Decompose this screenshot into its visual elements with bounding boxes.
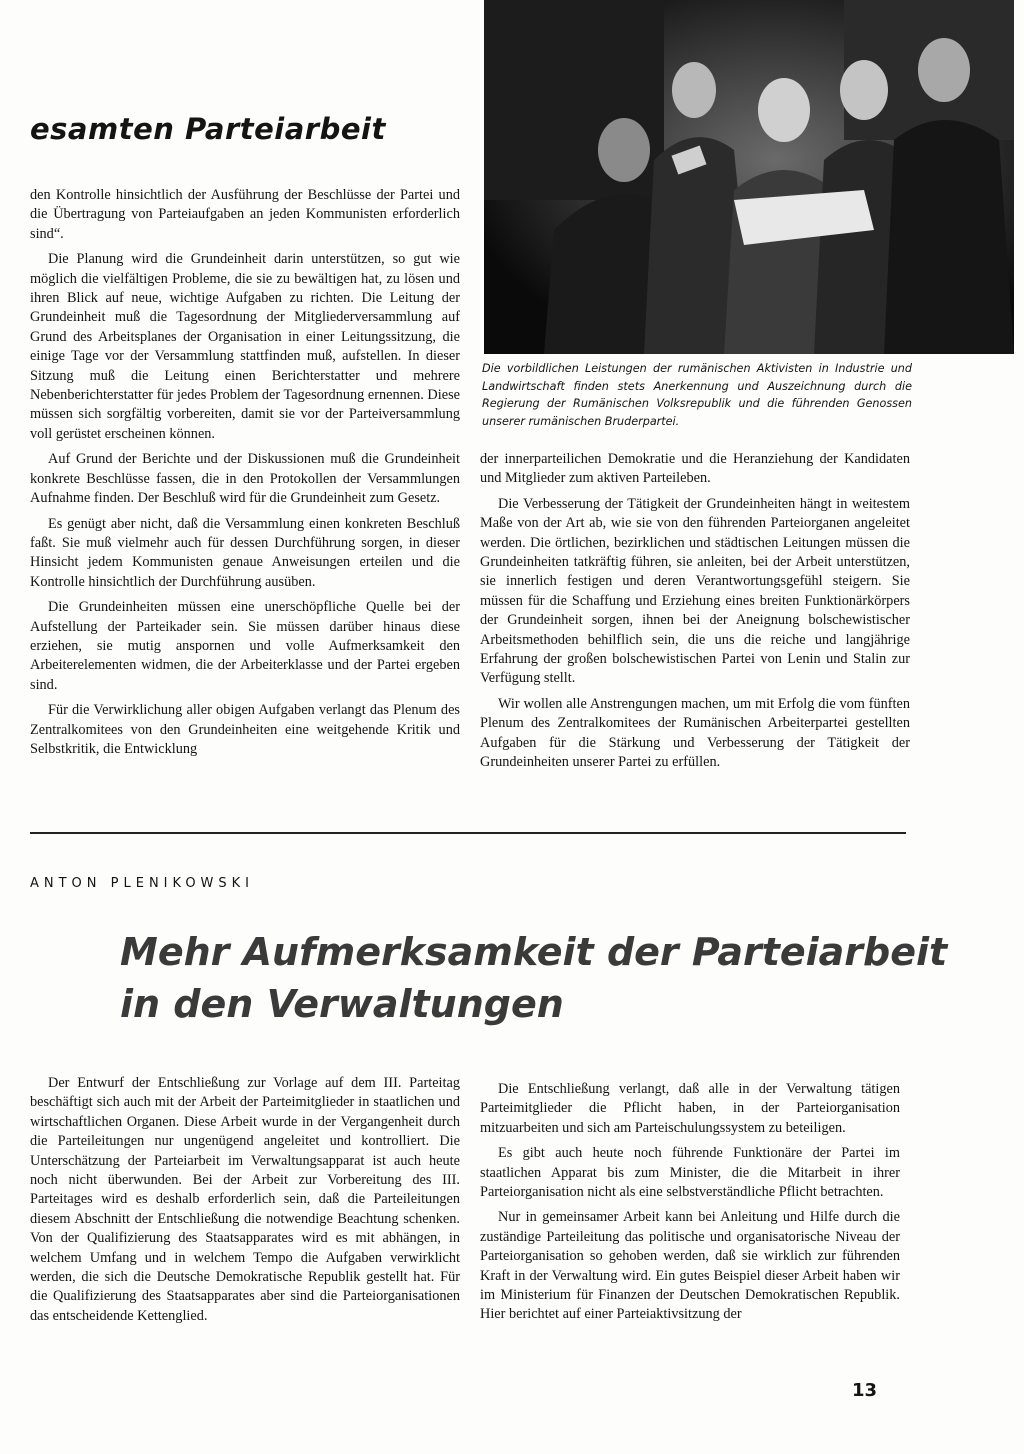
paragraph: Es gibt auch heute noch führende Funktionäre der Partei im staatlichen Apparat bis zum Minister, die die Mitarbeit in ihrer Parteiorganisation nicht als eine selbstverständliche Pflicht betrachten. <box>480 1145 900 1201</box>
page-number: 13 <box>852 1380 878 1401</box>
article-left-column <box>30 1074 460 1332</box>
photo-illustration <box>484 0 1014 354</box>
author-name: ANTON PLENIKOWSKI <box>30 876 255 891</box>
article-title-line-2: in den Verwaltungen <box>120 982 564 1026</box>
paragraph: Die Entschließung verlangt, daß alle in der Verwaltung tätigen Parteimitglieder die Pflicht haben, in der Parteiorganisation mitzuarbeiten und sich am Parteischulungssystem zu beteiligen. <box>480 1081 900 1136</box>
photo-award-ceremony <box>484 0 1014 354</box>
paragraph: Die Planung wird die Grundeinheit darin unterstützen, so gut wie möglich die vielfältigen Probleme, die sie zu bewältigen hat, zu lösen und ihren Blick auf neue, wichtige Aufgaben zu richten. Die Leitung der Grundeinheit muß die Tagesordnung der Mitgliederversammlung auf Grund des Arbeitsplanes der Organisation in einer Leitungssitzung, die einige Tage vor der Versammlung stattfinden muß, aufstellen. In dieser Sitzung muß die Leitung einen Berichterstatter und mehrere Nebenberichterstatter für jedes Problem der Tagesordnung ernennen. Diese müssen sich sorgfältig vorbereiten, damit sie vor der Parteiversammlung voll gerüstet erscheinen können. <box>30 251 460 442</box>
article-title <box>120 926 948 1030</box>
paragraph: Für die Verwirklichung aller obigen Aufgaben verlangt das Plenum des Zentralkomitees von den Grundeinheiten eine weitgehende Kritik und Selbstkritik, die Entwicklung <box>30 702 460 757</box>
paragraph: Es genügt aber nicht, daß die Versammlung einen konkreten Beschluß faßt. Sie muß vielmehr auch für dessen Durchführung sorgen, in dieser Hinsicht jedem Kommunisten genaue Anweisungen erteilen und die Kontrolle hinsichtlich der Durchführung ausüben. <box>30 515 460 590</box>
photo-caption: Die vorbildlichen Leistungen der rumänischen Aktivisten in Industrie und Landwirtschaft finden stets Anerkennung und Auszeichnung durch die Regierung der Rumänischen Volksrepublik und die führenden Genossen unserer rumänischen Bruderpartei. <box>482 362 912 428</box>
paragraph: Der Entwurf der Entschließung zur Vorlage auf dem III. Parteitag beschäftigt sich auch mit der Arbeit der Parteimitglieder in staatlichen und wirtschaftlichen Organen. Diese Arbeit wurde in der Vergangenheit durch die Parteileitungen nur ungenügend angeleitet und kontrolliert. Die Unterschätzung der Parteiarbeit im Verwaltungsapparat ist auch heute noch nicht überwunden. Bei der Arbeit zur Vorbereitung des III. Parteitages wird es deshalb erforderlich sein, daß die Parteileitungen diesem Abschnitt der Entschließung die notwendige Beachtung schenken. Von der Qualifizierung des Staatsapparates wird es mit abhängen, in welchem Umfang und in welchem Tempo die Aufgaben verwirklicht werden, die sich die Deutsche Demokratische Republik gestellt hat. Für die Qualifizierung des Staatsapparates aber sind die Parteiorganisationen das entscheidende Kettenglied. <box>30 1075 460 1324</box>
paragraph: Nur in gemeinsamer Arbeit kann bei Anleitung und Hilfe durch die zuständige Parteileitung das politische und organisatorische Niveau der Parteiorganisation so gehoben werden, daß sie wirklich zur führenden Kraft in der Verwaltung wird. Ein gutes Beispiel dieser Arbeit haben wir im Ministerium für Finanzen der Deutschen Demokratischen Republik. Hier berichtet auf einer Parteiaktivsitzung der <box>480 1209 900 1323</box>
paragraph: den Kontrolle hinsichtlich der Ausführung der Beschlüsse der Partei und die Übertragung von Parteiaufgaben an jeden Kommunisten erforderlich sind“. <box>30 187 460 242</box>
paragraph: Wir wollen alle Anstrengungen machen, um mit Erfolg die vom fünften Plenum des Zentralkomitees der Rumänischen Arbeiterpartei gestellten Aufgaben für die Stärkung und Verbesserung der Tätigkeit der Grundeinheiten unserer Partei zu erfüllen. <box>480 695 910 771</box>
section-heading: esamten Parteiarbeit <box>30 112 386 146</box>
upper-left-column <box>30 186 460 765</box>
paragraph: Die Verbesserung der Tätigkeit der Grundeinheiten hängt in weitestem Maße von der Art ab, wie sie von den führenden Parteiorganen angeleitet werden. Die örtlichen, bezirklichen und städtischen Leitungen müssen die Grundeinheiten tatkräftig führen, sie anleiten, bei der Arbeit unterstützen, sie innerlich festigen und deren Verantwortungsgefühl steigern. Sie müssen für die Schaffung und Erziehung eines breiten Funktionärkörpers der Grundeinheit sorgen, ihnen bei der Aneignung bolschewistischer Arbeitsmethoden behilflich sein, die uns die reiche und langjährige Erfahrung der großen bolschewistischen Partei von Lenin und Stalin zur Verfügung stellt. <box>480 495 910 687</box>
article-right-column <box>480 1080 900 1331</box>
paragraph: der innerparteilichen Demokratie und die Heranziehung der Kandidaten und Mitglieder zum aktiven Parteileben. <box>480 451 910 487</box>
upper-right-column <box>480 450 910 779</box>
section-divider <box>30 832 906 834</box>
article-title-line-1: Mehr Aufmerksamkeit der Parteiarbeit <box>120 930 948 974</box>
paragraph: Die Grundeinheiten müssen eine unerschöpfliche Quelle bei der Aufstellung der Parteikader sein. Sie müssen darüber hinaus diese erziehen, sie mutig anspornen und volle Aufmerksamkeit den Arbeiterelementen widmen, die der Arbeiterklasse und der Partei ergeben sind. <box>30 599 460 693</box>
paragraph: Auf Grund der Berichte und der Diskussionen muß die Grundeinheit konkrete Beschlüsse fassen, die in den Protokollen der Versammlungen Aufnahme finden. Der Beschluß wird für die Grundeinheit zum Gesetz. <box>30 451 460 507</box>
